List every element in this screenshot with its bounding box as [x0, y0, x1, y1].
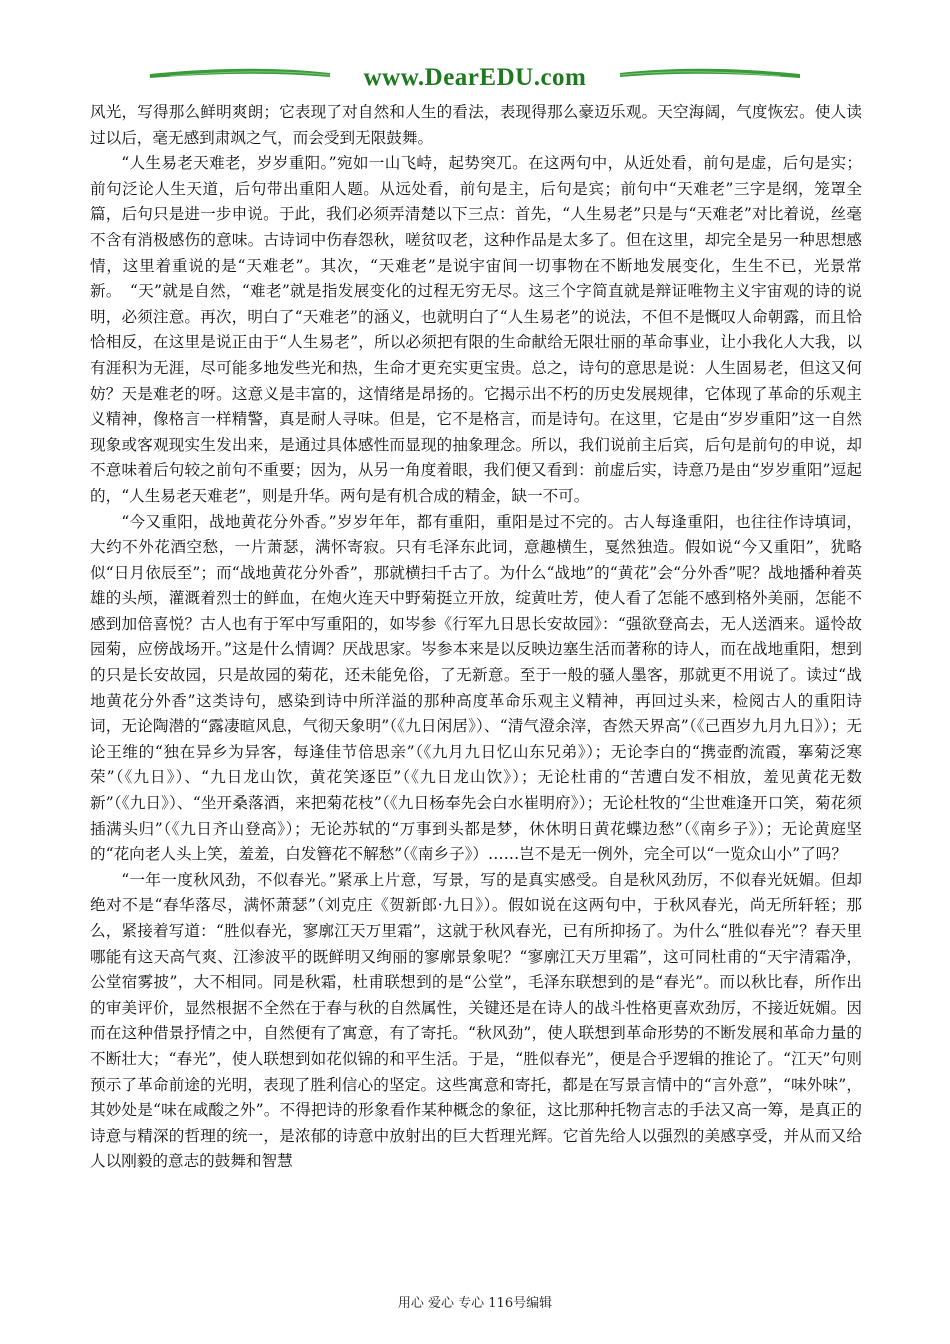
- paragraph-3: “今又重阳，战地黄花分外香。”岁岁年年，都有重阳，重阳是过不完的。古人每逢重阳，也往往作诗填词，大约不外花酒空愁，一片萧瑟，满怀寄寂。只有毛泽东此词，意趣横生，戛然独造。假如说“今又重阳”，犹略似“日月依辰至”；而“战地黄花分外香”，那就横扫千古了。为什么“战地”的“黄花”会“分外香”呢？战地播种着英雄的头颅，灌溉着烈士的鲜血，在炮火连天中野菊挺立开放，绽黄吐芳，使人看了怎能不感到格外美丽，怎能不感到加倍喜悦？古人也有于军中写重阳的，如岑参《行军九日思长安故园》：“强欲登高去，无人送酒来。遥怜故园菊，应傍战场开。”这是什么情调？厌战思家。岑参本来是以反映边塞生活而著称的诗人，而在战地重阳，想到的只是长安故园，只是故园的菊花，还未能免俗，了无新意。至于一般的骚人墨客，那就更不用说了。读过“战地黄花分外香”这类诗句，感染到诗中所洋溢的那种高度革命乐观主义精神，再回过头来，检阅古人的重阳诗词，无论陶潜的“露凄暄风息，气彻天象明”（《九日闲居》）、“清气澄余滓，杳然天界高”（《己酉岁九月九日》）；无论王维的“独在异乡为异客，每逢佳节倍思亲”（《九月九日忆山东兄弟》）；无论李白的“携壶酌流霞，搴菊泛寒荣”（《九日》）、“九日龙山饮，黄花笑逐臣”（《九日龙山饮》）；无论杜甫的“苦遭白发不相放，羞见黄花无数新”（《九日》）、“坐开桑落酒，来把菊花枝”（《九日杨奉先会白水崔明府》）；无论杜牧的“尘世难逢开口笑，菊花须插满头归”（《九日齐山登高》）；无论苏轼的“万事到头都是梦，休休明日黄花蝶边愁”（《南乡子》）；无论黄庭坚的“花向老人头上笑，羞羞，白发簪花不解愁”（《南乡子》）……岂不是无一例外，完全可以“一览众山小”了吗？: [90, 512, 862, 864]
- paragraph-2: “人生易老天难老，岁岁重阳。”宛如一山飞峙，起势突兀。在这两句中，从近处看，前句是虚，后句是实；前句泛论人生天道，后句带出重阳人题。从远处看，前句是主，后句是宾；前句中“天难老”三字是纲，笼罩全篇，后句只是进一步申说。于此，我们必须弄清楚以下三点：首先，“人生易老”只是与“天难老”对比着说，丝毫不含有消极感伤的意味。古诗词中伤春怨秋，嗟贫叹老，这种作品是太多了。但在这里，却完全是另一种思想感情，这里着重说的是“天难老”。其次，“天难老”是说宇宙间一切事物在不断地发展变化，生生不已，光景常新。 “天”就是自然，“难老”就是指发展变化的过程无穷无尽。这三个字简直就是辩证唯物主义宇宙观的诗的说明，必须注意。再次，明白了“天难老”的涵义，也就明白了“人生易老”的说法，不但不是慨叹人命朝露，而且恰恰相反，在这里是说正由于“人生易老”，所以必须把有限的生命献给无限壮丽的革命事业，让小我化人大我，以有涯积为无涯，尽可能多地发些光和热，生命才更充实更宝贵。总之，诗句的意思是说：人生固易老，但这又何妨？天是难老的呀。这意义是丰富的，这情绪是昂扬的。它揭示出不朽的历史发展规律，它体现了革命的乐观主义精神，像格言一样精警，真是耐人寻味。但是，它不是格言，而是诗句。在这里，它是由“岁岁重阳”这一自然现象或客观现实生发出来，是通过具体感性而显现的抽象理念。所以，我们说前主后宾，后句是前句的申说，却不意味着后句较之前句不重要；因为，从另一角度着眼，我们便又看到：前虚后实，诗意乃是由“岁岁重阳”逗起的，“人生易老天难老”，则是升华。两句是有机合成的精金，缺一不可。: [90, 154, 862, 505]
- paragraph-4: “一年一度秋风劲，不似春光。”紧承上片意，写景，写的是真实感受。自是秋风劲厉，不似春光妩媚。但却绝对不是“春华落尽，满怀萧瑟”（刘克庄《贺新郎·九日》）。假如说在这两句中，于秋风春光，尚无所轩轾；那么，紧接着写道：“胜似春光，寥廓江天万里霜”，这就于秋风春光，已有所抑扬了。为什么“胜似春光”？春天里哪能有这天高气爽、江渗波平的既鲜明又绚丽的寥廓景象呢？“寥廓江天万里霜”，这可同杜甫的“天宇清霜净，公堂宿雾披”，大不相同。同是秋霜，杜甫联想到的是“公堂”，毛泽东联想到的是“春光”。而以秋比春，所作出的审美评价，显然根据不全然在于春与秋的自然属性，关键还是在诗人的战斗性格更喜欢劲厉，不接近妩媚。因而在这种借景抒情之中，自然便有了寓意，有了寄托。“秋风劲”，使人联想到革命形势的不断发展和革命力量的不断壮大；“春光”，使人联想到如花似锦的和平生活。于是，“胜似春光”，便是合乎逻辑的推论了。“江天”句则预示了革命前途的光明，表现了胜利信心的坚定。这些寓意和寄托，都是在写景言情中的“言外意”，“味外味”，其妙处是“味在咸酸之外”。不得把诗的形象看作某种概念的象征，这比那种托物言志的手法又高一筹，是真正的诗意与精深的哲理的统一，是浓郁的诗意中放射出的巨大哲理光辉。它首先给人以强烈的美感享受，并从而又给人以刚毅的意志的鼓舞和智慧: [90, 870, 862, 1171]
- paragraph-1: 风光，写得那么鲜明爽朗；它表现了对自然和人生的看法，表现得那么豪迈乐观。天空海阔，气度恢宏。使人读过以后，毫无感到肃飒之气，而会受到无限鼓舞。: [90, 103, 862, 147]
- site-header: [0, 56, 950, 96]
- page-footer: 用心 爱心 专心 116号编辑: [397, 1296, 553, 1311]
- site-url: www.DearEDU.com: [363, 64, 587, 91]
- article-body: [90, 100, 862, 1175]
